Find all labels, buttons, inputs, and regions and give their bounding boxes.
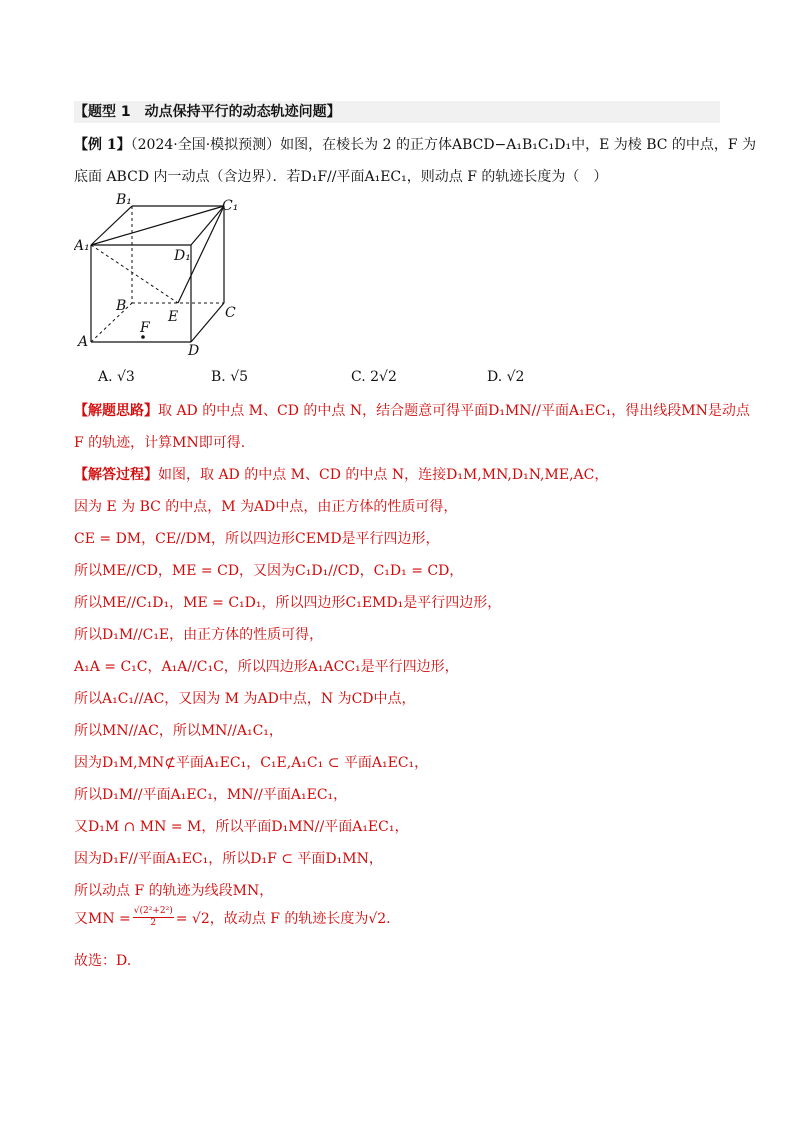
label-e: E (168, 309, 179, 325)
idea-text-1: 取 AD 的中点 M、CD 的中点 N，结合题意可得平面D₁MN//平面A₁EC₁，得出线段MN是动点 (158, 403, 750, 419)
label-c: C (225, 305, 236, 321)
final-prefix: 又MN = (74, 910, 131, 927)
example-line-2: 底面 ABCD 内一动点（含边界）．若D₁F//平面A₁EC₁，则动点 F 的轨迹长度为（ ） (74, 169, 608, 185)
process-line-11: 又D₁M ∩ MN = M，所以平面D₁MN//平面A₁EC₁， (74, 819, 409, 835)
fraction (133, 906, 174, 929)
process-line-6: A₁A = C₁C，A₁A//C₁C，所以四边形A₁ACC₁是平行四边形， (74, 659, 459, 675)
process-line-12: 因为D₁F//平面A₁EC₁，所以D₁F ⊂ 平面D₁MN， (74, 851, 383, 867)
process-line-8: 所以MN//AC，所以MN//A₁C₁， (74, 723, 283, 739)
example-line-1 (74, 134, 756, 154)
option-b: B. √5 (211, 369, 249, 385)
label-b: B (116, 298, 127, 314)
idea-tag: 【解题思路】 (74, 403, 158, 419)
answer-line: 故选：D. (74, 953, 132, 969)
process-line-13: 所以动点 F 的轨迹为线段MN， (74, 883, 274, 899)
edge-d-c (191, 303, 224, 342)
label-d: D (188, 343, 200, 359)
process-line-0: 【解答过程】如图，取 AD 的中点 M、CD 的中点 N，连接D₁M,MN,D₁N,ME,AC， (74, 467, 609, 483)
example-text-1: （2024·全国·模拟预测）如图，在棱长为 2 的正方体ABCD−A₁B₁C₁D₁中，E 为棱 BC 的中点，F 为 (130, 137, 757, 153)
process-line-5: 所以D₁M//C₁E，由正方体的性质可得， (74, 627, 324, 643)
label-d1: D₁ (174, 248, 191, 264)
label-b1: B₁ (116, 192, 132, 208)
option-c: C. 2√2 (351, 369, 397, 385)
process-line-2: CE = DM，CE//DM，所以四边形CEMD是平行四边形， (74, 531, 440, 547)
example-tag: 【例 1】 (74, 137, 131, 153)
hidden-seg-a1-e (91, 245, 178, 303)
section-heading: 【题型 1 动点保持平行的动态轨迹问题】 (74, 101, 720, 123)
edge-c1-d1 (191, 206, 224, 245)
process-line-7: 所以A₁C₁//AC，又因为 M 为AD中点，N 为CD中点， (74, 691, 416, 707)
label-c1: C₁ (222, 198, 239, 214)
idea-line-1 (74, 400, 750, 420)
fraction-denominator: 2 (150, 918, 157, 928)
idea-line-2: F 的轨迹，计算MN即可得. (74, 435, 246, 451)
process-line-9: 因为D₁M,MN⊄平面A₁EC₁，C₁E,A₁C₁ ⊂ 平面A₁EC₁， (74, 755, 429, 771)
option-a: A. √3 (98, 369, 135, 385)
label-a1: A₁ (74, 238, 90, 254)
label-f: F (140, 320, 150, 336)
process-tag: 【解答过程】 (74, 467, 158, 483)
option-d: D. √2 (487, 369, 525, 385)
process-final-line (74, 906, 391, 929)
fraction-numerator: √(2²+2²) (133, 906, 173, 916)
process-line-4: 所以ME//C₁D₁，ME = C₁D₁，所以四边形C₁EMD₁是平行四边形， (74, 595, 502, 611)
process-line-1: 因为 E 为 BC 的中点，M 为AD中点，由正方体的性质可得， (74, 499, 458, 515)
process-line-3: 所以ME//CD，ME = CD，又因为C₁D₁//CD，C₁D₁ = CD， (74, 563, 464, 579)
final-suffix: = √2，故动点 F 的轨迹长度为√2. (175, 910, 391, 927)
cube-diagram (74, 188, 254, 363)
process-line-10: 所以D₁M//平面A₁EC₁，MN//平面A₁EC₁， (74, 787, 348, 803)
label-a: A (78, 334, 89, 350)
